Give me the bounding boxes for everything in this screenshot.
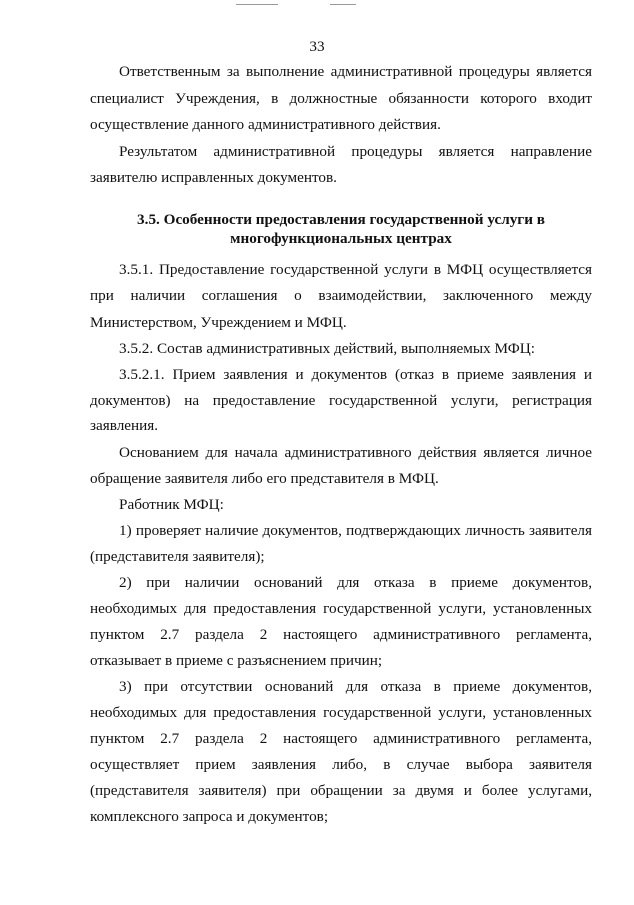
list-item-line: отказывает в приеме с разъяснением причин; xyxy=(90,652,383,669)
list-item-line: пунктом 2.7 раздела 2 настоящего административного регламента, xyxy=(90,730,592,747)
paragraph-line: документов) на предоставление государственной услуги, регистрация xyxy=(90,392,592,409)
paragraph-line: 3.5.1. Предоставление государственной услуги в МФЦ осуществляется xyxy=(119,261,592,278)
list-item-line: (представителя заявителя) при обращении за двумя и более услугами, xyxy=(90,782,592,799)
paragraph-line: специалист Учреждения, в должностные обязанности которого входит xyxy=(90,90,592,107)
paragraph-line: Результатом административной процедуры является направление xyxy=(119,143,592,160)
section-heading: 3.5. Особенности предоставления государственной услуги в xyxy=(137,211,545,228)
list-item-line: 2) при наличии оснований для отказа в приеме документов, xyxy=(119,574,592,591)
paragraph-line: при наличии соглашения о взаимодействии, заключенного между xyxy=(90,287,592,304)
list-item-line: пунктом 2.7 раздела 2 настоящего административного регламента, xyxy=(90,626,592,643)
scan-artifact xyxy=(236,4,278,5)
list-item-line: осуществляет прием заявления либо, в случае выбора заявителя xyxy=(90,756,592,773)
paragraph-line: обращение заявителя либо его представителя в МФЦ. xyxy=(90,470,439,487)
paragraph-line: заявления. xyxy=(90,417,159,434)
paragraph-line: Ответственным за выполнение административной процедуры является xyxy=(119,63,592,80)
paragraph-line: заявителю исправленных документов. xyxy=(90,169,337,186)
paragraph-line: 3.5.2.1. Прием заявления и документов (отказ в приеме заявления и xyxy=(119,366,592,383)
section-heading: многофункциональных центрах xyxy=(230,230,452,247)
paragraph-line: Работник МФЦ: xyxy=(119,496,224,513)
paragraph-line: Министерством, Учреждением и МФЦ. xyxy=(90,314,347,331)
paragraph-line: осуществление данного административного действия. xyxy=(90,116,441,133)
list-item-line: необходимых для предоставления государственной услуги, установленных xyxy=(90,704,592,721)
page-number: 33 xyxy=(309,38,325,55)
list-item-line: (представителя заявителя); xyxy=(90,548,265,565)
list-item-line: необходимых для предоставления государственной услуги, установленных xyxy=(90,600,592,617)
paragraph-line: 3.5.2. Состав административных действий, выполняемых МФЦ: xyxy=(119,340,535,357)
scan-artifact xyxy=(330,4,356,5)
list-item-line: комплексного запроса и документов; xyxy=(90,808,329,825)
list-item-line: 3) при отсутствии оснований для отказа в приеме документов, xyxy=(119,678,592,695)
list-item-line: 1) проверяет наличие документов, подтверждающих личность заявителя xyxy=(119,522,592,539)
paragraph-line: Основанием для начала административного действия является личное xyxy=(119,444,592,461)
